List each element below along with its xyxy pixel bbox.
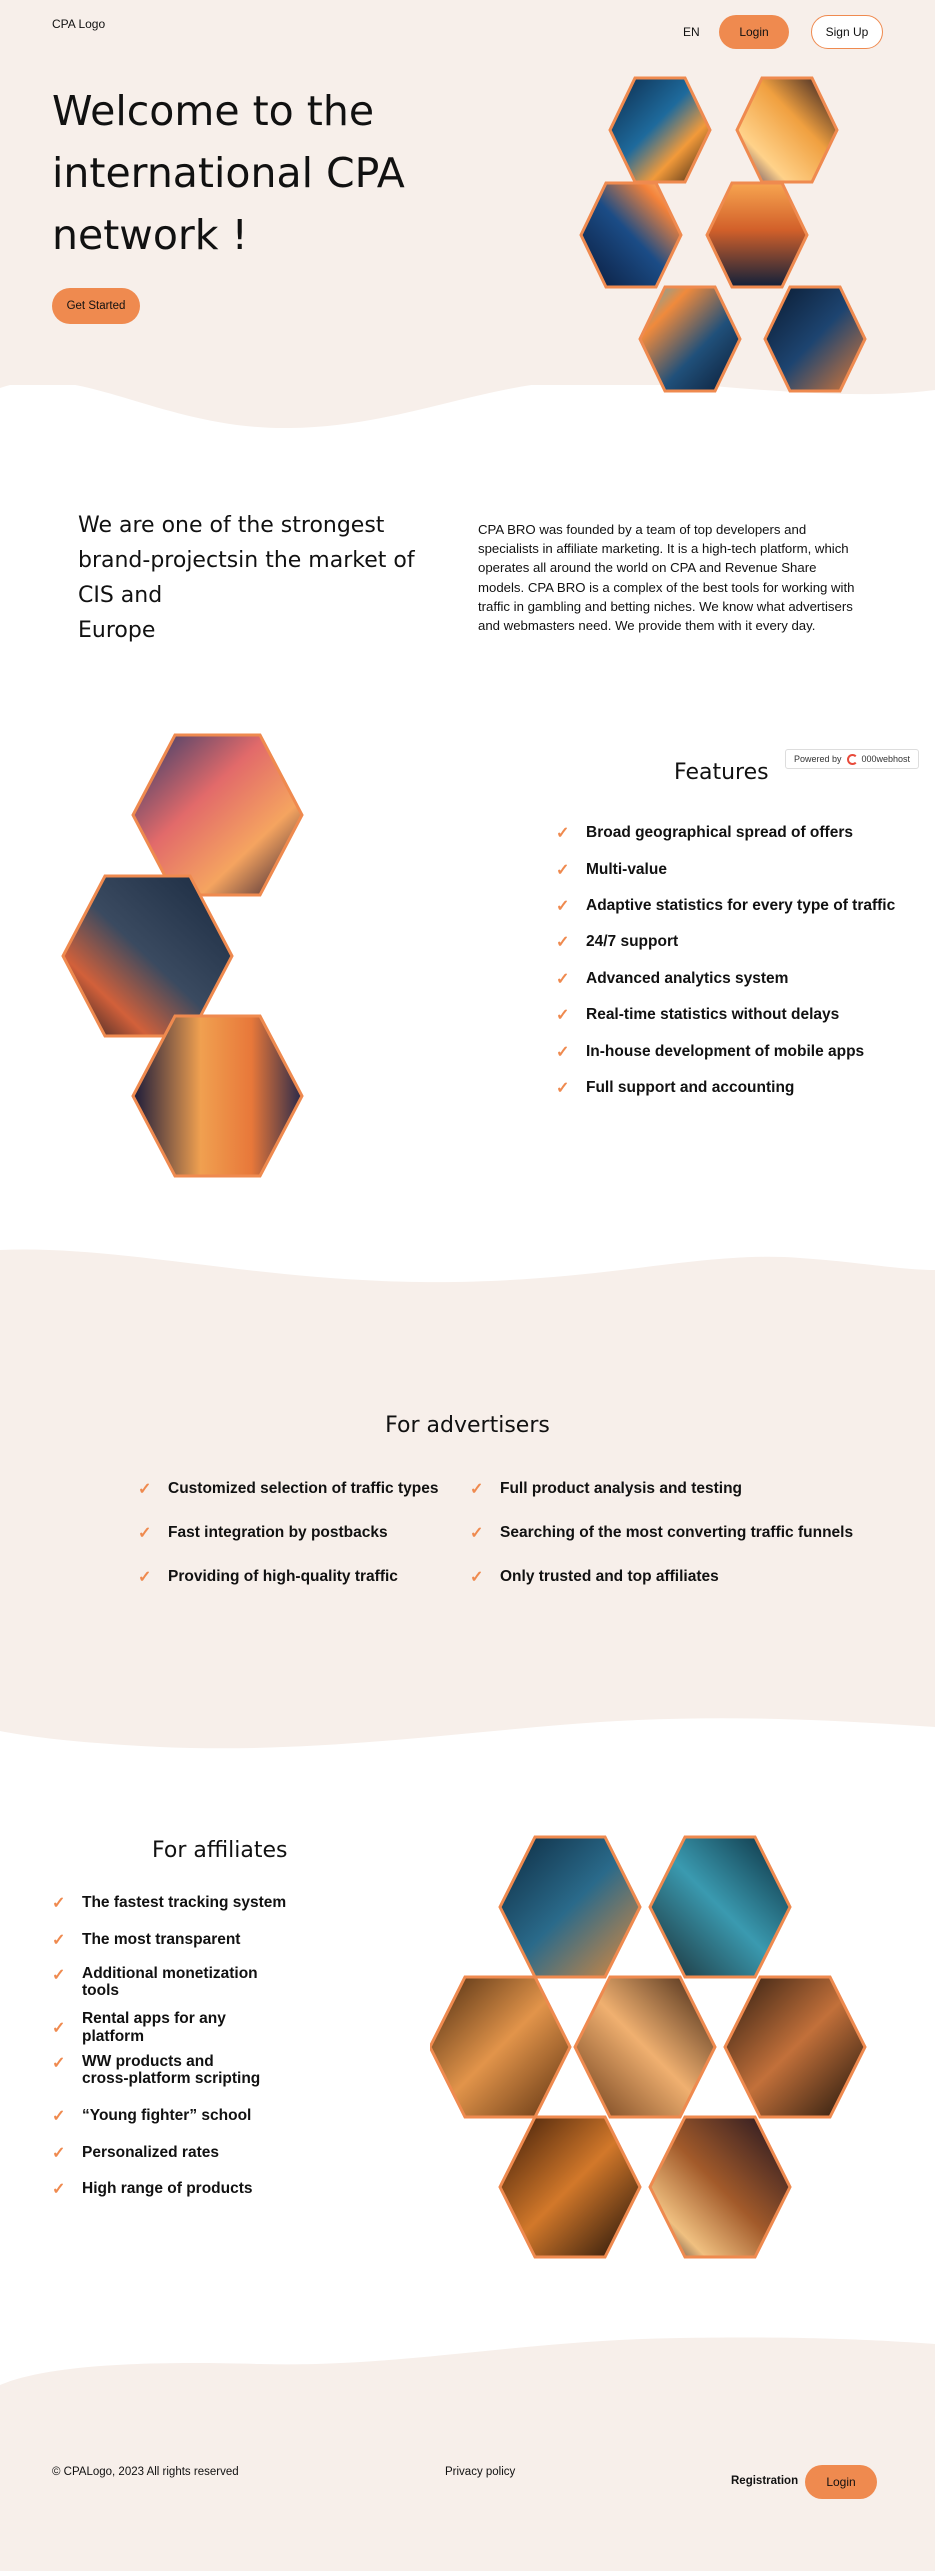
affiliates-list [52,1885,292,2207]
list-item [138,1555,438,1599]
footer-login-button[interactable]: Login [805,2465,877,2499]
advertisers-title: For advertisers [385,1413,550,1438]
hero-title-line: Welcome to the [52,87,375,135]
affiliate-label: The fastest tracking system [82,1894,287,1912]
check-icon: ✓ [556,1043,570,1061]
check-icon: ✓ [556,970,570,988]
check-icon: ✓ [138,1569,152,1586]
copyright-text: © CPALogo, 2023 All rights reserved [52,2466,239,2478]
check-icon: ✓ [52,1895,66,1913]
advertiser-label: Fast integration by postbacks [168,1524,388,1541]
check-icon: ✓ [556,1079,570,1097]
list-item [52,1921,292,1957]
about-heading-line: We are one of the strongest [78,513,385,538]
affiliate-hexagon [500,1837,640,1977]
affiliate-label: Personalized rates [82,2143,219,2161]
check-icon: ✓ [52,1966,66,1984]
affiliate-label: High range of products [82,2180,253,2198]
affiliate-label: “Young fighter” school [82,2107,252,2125]
list-item [52,1958,292,2010]
list-item [556,997,895,1033]
list-item [556,1070,895,1106]
powered-by-badge[interactable] [785,749,919,769]
check-icon: ✓ [470,1525,484,1542]
check-icon: ✓ [52,2055,66,2073]
list-item [52,2171,292,2207]
about-heading-line: brand-projectsin the market of [78,548,415,573]
list-item [556,961,895,997]
affiliate-hexagon [500,2117,640,2257]
language-selector[interactable]: EN [683,25,700,39]
hero-title-line: international CPA [52,149,405,197]
check-icon: ✓ [52,2019,66,2037]
check-icon: ✓ [556,934,570,952]
hero-hexagon [640,287,740,391]
affiliate-label: Rental apps for any platform [81,2009,226,2045]
signup-button[interactable]: Sign Up [811,15,883,49]
check-icon: ✓ [556,1007,570,1025]
powered-by-text: Powered by [793,754,842,764]
affiliate-hexagon [650,1837,790,1977]
check-icon: ✓ [138,1525,152,1542]
affiliate-hexagon [430,1977,570,2117]
features-title: Features [674,760,769,785]
powered-by-brand: 000webhost [861,754,911,764]
feature-label: Adaptive statistics for every type of traffic [586,896,896,914]
about-heading-line: Europe [78,618,156,643]
hero-hexagon [581,183,681,287]
list-item [556,888,895,924]
privacy-policy-link[interactable]: Privacy policy [445,2466,516,2478]
affiliate-label: WW products and cross-platform scripting [82,2053,261,2088]
list-item [470,1467,853,1511]
list-item [52,1885,292,1921]
feature-label: Multi-value [586,860,667,878]
list-item [470,1555,853,1599]
affiliate-hexagon [575,1977,715,2117]
advertisers-bottom-wave [0,1713,935,1773]
check-icon: ✓ [470,1569,484,1586]
affiliate-label: The most transparent [82,1930,241,1948]
feature-label: In-house development of mobile apps [586,1042,865,1060]
list-item [470,1511,853,1555]
list-item [556,815,895,851]
list-item [556,851,895,887]
feature-label: Full support and accounting [586,1078,795,1096]
about-heading [78,508,415,648]
hero-hexagon-gallery [575,75,895,395]
hero-hexagon [765,287,865,391]
footer-wave [0,2330,935,2390]
hero-hexagon [707,183,807,287]
advertisers-top-wave [0,1240,935,1300]
advertiser-label: Providing of high-quality traffic [168,1568,398,1585]
feature-hexagon [63,876,232,1036]
feature-label: Real-time statistics without delays [586,1006,840,1024]
list-item [52,2135,292,2171]
advertisers-list-left [138,1467,438,1599]
check-icon: ✓ [52,2108,66,2126]
check-icon: ✓ [556,897,570,915]
login-button[interactable]: Login [719,15,789,49]
check-icon: ✓ [52,1931,66,1949]
affiliate-label: Additional monetization tools [82,1964,258,1999]
logo[interactable]: CPA Logo [52,17,106,31]
check-icon: ✓ [556,861,570,879]
list-item [138,1511,438,1555]
get-started-button[interactable]: Get Started [52,288,140,324]
advertiser-label: Customized selection of traffic types [168,1480,439,1497]
check-icon: ✓ [52,2144,66,2162]
list-item [138,1467,438,1511]
feature-label: Advanced analytics system [586,969,789,987]
feature-label: 24/7 support [586,933,679,951]
list-item [52,2010,292,2046]
advertiser-label: Full product analysis and testing [500,1480,743,1497]
advertisers-list-right [470,1467,853,1599]
hero-title [52,80,405,266]
advertiser-label: Searching of the most converting traffic funnels [500,1524,854,1541]
list-item [556,924,895,960]
list-item [556,1033,895,1069]
feature-label: Broad geographical spread of offers [586,824,853,842]
about-body: CPA BRO was founded by a team of top developers and specialists in affiliate marketing. It is a high-tech platform, which operates all around the world on CPA and Revenue Share models. CPA BRO is a complex of the best tools for working with traffic in gambling and betting niches. We know what advertisers and webmasters need. We provide them with it every day. [478,522,855,634]
affiliate-hexagon [650,2117,790,2257]
feature-hexagon [133,1016,302,1176]
registration-link[interactable]: Registration [731,2475,799,2487]
webhost-logo-icon [847,754,858,765]
check-icon: ✓ [556,825,570,843]
affiliate-hexagon [725,1977,865,2117]
check-icon: ✓ [52,2181,66,2199]
features-hexagon-gallery [60,730,340,1180]
affiliates-title: For affiliates [152,1838,288,1863]
features-list [556,815,895,1106]
about-heading-line: CIS and [78,583,163,608]
hero-hexagon [737,78,837,182]
check-icon: ✓ [470,1481,484,1498]
check-icon: ✓ [138,1481,152,1498]
hero-title-line: network ! [52,211,248,259]
hero-hexagon [610,78,710,182]
affiliates-hexagon-gallery [430,1835,880,2260]
list-item [52,2046,292,2098]
advertiser-label: Only trusted and top affiliates [500,1568,719,1585]
feature-hexagon [133,735,302,895]
list-item [52,2098,292,2134]
